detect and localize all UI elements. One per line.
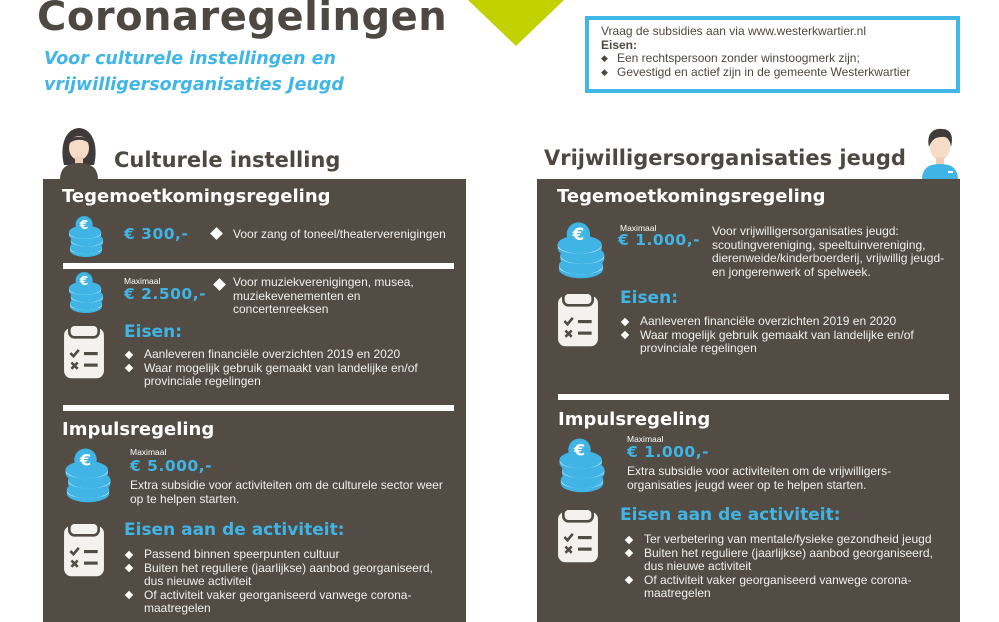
row2-text: Voor muziekverenigingen, musea, muziekevenementen en concertenreeksen xyxy=(233,275,414,316)
list-item: Aanleveren financiële overzichten 2019 en 2020 xyxy=(620,315,945,329)
eisen-activiteit-list xyxy=(124,548,444,616)
amount-5000: € 5.000,- xyxy=(130,457,213,475)
euro-coins-icon xyxy=(63,447,113,505)
euro-coins-icon xyxy=(555,221,607,281)
amount-300: € 300,- xyxy=(124,225,189,243)
subtitle-line-2: vrijwilligersorganisaties Jeugd xyxy=(44,75,344,95)
euro-coins-icon xyxy=(557,437,607,495)
eisen-title: Eisen: xyxy=(620,288,678,308)
section-title-culturele-instelling: Culturele instelling xyxy=(114,148,341,172)
page-title: Coronaregelingen xyxy=(37,0,448,40)
woman-avatar-icon xyxy=(58,125,100,180)
maximaal-label: Maximaal xyxy=(130,447,167,457)
list-item: Passend binnen speerpunten cultuur xyxy=(124,548,444,562)
subtitle-line-1: Voor culturele instellingen en xyxy=(44,49,336,69)
page-subtitle xyxy=(44,46,344,98)
eisen-list xyxy=(620,315,945,356)
info-intro: Vraag de subsidies aan via www.westerkwartier.nl xyxy=(601,24,867,38)
diamond-bullet-icon: ◆ xyxy=(601,66,608,77)
decorative-triangle-icon xyxy=(468,0,564,46)
maximaal-label: Maximaal xyxy=(627,434,664,444)
impulsregeling-title: Impulsregeling xyxy=(558,409,711,430)
impuls-description: Extra subsidie voor activiteiten om de culturele sector weer op te helpen starten. xyxy=(130,478,443,506)
euro-coins-icon xyxy=(67,272,105,314)
tegemoetkomingsregeling-title: Tegemoetkomingsregeling xyxy=(557,186,826,207)
info-item: ◆ Gevestigd en actief zijn in de gemeente Westerkwartier xyxy=(601,64,911,79)
row1-text: Voor zang of toneel/theaterverenigingen xyxy=(233,227,446,241)
list-item: Of activiteit vaker georganiseerd vanwege corona-maatregelen xyxy=(124,589,444,616)
info-eisen-label: Eisen: xyxy=(601,37,638,52)
checklist-icon xyxy=(557,292,599,348)
list-item: Of activiteit vaker georganiseerd vanwege corona-maatregelen xyxy=(624,574,954,601)
tegemoet-description: Voor vrijwilligersorganisaties jeugd: scoutingvereniging, speeltuinvereniging, dierenweide/kinderboerderij, vrijwillig jeugd- en jongerenwerk of spelweek. xyxy=(712,224,945,279)
amount-1000: € 1.000,- xyxy=(627,443,710,461)
diamond-bullet-icon xyxy=(213,278,226,291)
euro-coins-icon xyxy=(67,216,105,258)
separator xyxy=(558,394,949,400)
list-item: Waar mogelijk gebruik gemaakt van landelijke en/of provinciale regelingen xyxy=(620,329,945,356)
eisen-list xyxy=(124,348,444,389)
checklist-icon xyxy=(557,508,599,564)
list-item: Waar mogelijk gebruik gemaakt van landelijke en/of provinciale regelingen xyxy=(124,362,444,389)
info-box xyxy=(585,16,960,93)
list-item: Buiten het reguliere (jaarlijkse) aanbod georganiseerd, dus nieuwe activiteit xyxy=(624,547,954,574)
info-item: ◆ Een rechtspersoon zonder winstoogmerk zijn; xyxy=(601,51,860,65)
impulsregeling-title: Impulsregeling xyxy=(62,419,215,440)
eisen-activiteit-list xyxy=(624,533,954,601)
eisen-activiteit-title: Eisen aan de activiteit: xyxy=(620,505,841,525)
panel-culturele-instelling xyxy=(43,179,466,622)
panel-vrijwilligersorganisaties-jeugd xyxy=(537,179,960,622)
impuls-description: Extra subsidie voor activiteiten om de vrijwilligers-organisaties jeugd weer op te helpen starten. xyxy=(627,464,892,492)
eisen-title: Eisen: xyxy=(124,322,182,342)
maximaal-label: Maximaal xyxy=(620,223,657,233)
checklist-icon xyxy=(63,522,105,578)
eisen-activiteit-title: Eisen aan de activiteit: xyxy=(124,520,345,540)
man-avatar-icon xyxy=(920,125,960,180)
separator xyxy=(63,263,454,269)
maximaal-label: Maximaal xyxy=(124,276,161,286)
list-item: Buiten het reguliere (jaarlijkse) aanbod georganiseerd, dus nieuwe activiteit xyxy=(124,562,444,589)
diamond-bullet-icon xyxy=(210,227,223,240)
amount-1000: € 1.000,- xyxy=(618,231,701,249)
list-item: Aanleveren financiële overzichten 2019 en 2020 xyxy=(124,348,444,362)
diamond-bullet-icon: ◆ xyxy=(601,53,608,63)
amount-2500: € 2.500,- xyxy=(124,285,207,303)
list-item: Ter verbetering van mentale/fysieke gezondheid jeugd xyxy=(624,533,954,547)
checklist-icon xyxy=(63,324,105,380)
section-title-vrijwilligersorganisaties: Vrijwilligersorganisaties jeugd xyxy=(544,146,906,170)
tegemoetkomingsregeling-title: Tegemoetkomingsregeling xyxy=(62,186,331,207)
separator xyxy=(63,405,454,411)
